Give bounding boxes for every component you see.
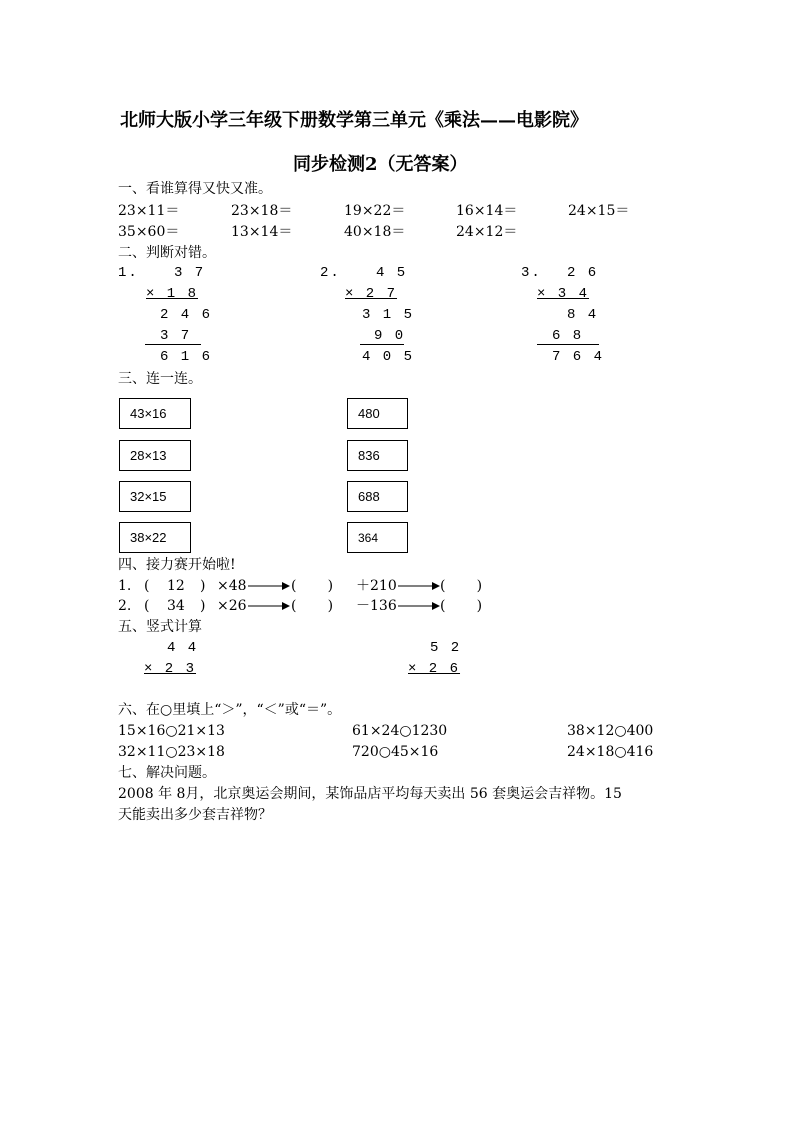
s1-item: 19×22＝ [344, 203, 406, 219]
s1-item: 16×14＝ [456, 203, 518, 219]
paren-close: ) [200, 578, 206, 594]
section-4-heading: 四、接力赛开始啦! [118, 557, 236, 573]
partial-product: 3 1 5 [362, 307, 415, 323]
relay-start-value: 34 [167, 598, 185, 614]
word-problem-line: 2008 年 8月，北京奥运会期间，某饰品店平均每天卖出 56 套奥运会吉祥物。15 [118, 786, 622, 802]
partial-product: 6 8 [552, 328, 584, 344]
partial-product: 9 0 [374, 328, 406, 344]
product: 6 1 6 [160, 349, 213, 365]
multiplicand: 4 4 [167, 640, 199, 656]
s1-item: 23×11＝ [118, 203, 180, 219]
section-2-heading: 二、判断对错。 [118, 245, 216, 261]
s1-item: 13×14＝ [231, 224, 293, 240]
relay-number: 2. [118, 598, 132, 614]
section-6-heading: 六、在○里填上“＞”，“＜”或“＝”。 [118, 702, 342, 718]
arrow-right-icon [398, 600, 440, 612]
compare-item[interactable]: 24×18○416 [567, 744, 654, 760]
word-problem-line: 天能卖出多少套吉祥物？ [118, 807, 272, 823]
multiplier: × 2 7 [345, 286, 398, 302]
s1-item: 35×60＝ [118, 224, 180, 240]
problem-number: 1. [118, 265, 139, 281]
relay-operation: －136 [356, 598, 397, 614]
answer-box[interactable]: 688 [347, 481, 408, 512]
paren-open: ( [144, 578, 150, 594]
answer-box[interactable]: 836 [347, 440, 408, 471]
product: 7 6 4 [552, 349, 605, 365]
section-1-heading: 一、看谁算得又快又准。 [118, 181, 272, 197]
product: 4 0 5 [362, 349, 415, 365]
arrow-right-icon [398, 580, 440, 592]
arrow-right-icon [248, 580, 290, 592]
partial-product: 8 4 [567, 307, 599, 323]
section-5-heading: 五、竖式计算 [118, 619, 202, 635]
multiplier: × 2 6 [408, 661, 461, 677]
arrow-right-icon [248, 600, 290, 612]
compare-item[interactable]: 720○45×16 [352, 744, 439, 760]
relay-number: 1. [118, 578, 132, 594]
section-3-heading: 三、连一连。 [118, 371, 202, 387]
section-7-heading: 七、解决问题。 [118, 765, 216, 781]
multiplicand: 2 6 [567, 265, 599, 281]
s1-item: 24×15＝ [568, 203, 630, 219]
doc-subtitle: 同步检测2（无答案） [293, 154, 468, 175]
relay-blank[interactable]: ( ) [440, 598, 483, 614]
s1-item: 23×18＝ [231, 203, 293, 219]
problem-number: 2. [320, 265, 341, 281]
relay-blank[interactable]: ( ) [291, 598, 334, 614]
expression-box[interactable]: 43×16 [119, 398, 191, 429]
expression-box[interactable]: 38×22 [119, 522, 191, 553]
multiplicand: 4 5 [376, 265, 408, 281]
partial-product: 3 7 [160, 328, 192, 344]
compare-item[interactable]: 38×12○400 [567, 723, 654, 739]
relay-operation: ×26 [217, 598, 247, 614]
relay-operation: ×48 [217, 578, 247, 594]
paren-open: ( [144, 598, 150, 614]
partial-product: 2 4 6 [160, 307, 213, 323]
s1-item: 24×12＝ [456, 224, 518, 240]
answer-box[interactable]: 480 [347, 398, 408, 429]
expression-box[interactable]: 28×13 [119, 440, 191, 471]
multiplier: × 3 4 [537, 286, 590, 302]
expression-box[interactable]: 32×15 [119, 481, 191, 512]
s1-item: 40×18＝ [344, 224, 406, 240]
multiplicand: 3 7 [174, 265, 206, 281]
multiplier: × 2 3 [144, 661, 197, 677]
problem-number: 3. [521, 265, 542, 281]
doc-title: 北师大版小学三年级下册数学第三单元《乘法——电影院》 [120, 110, 588, 131]
relay-operation: ＋210 [356, 578, 397, 594]
relay-blank[interactable]: ( ) [291, 578, 334, 594]
paren-close: ) [200, 598, 206, 614]
relay-start-value: 12 [167, 578, 185, 594]
compare-item[interactable]: 32×11○23×18 [118, 744, 225, 760]
answer-box[interactable]: 364 [347, 522, 408, 553]
compare-item[interactable]: 15×16○21×13 [118, 723, 225, 739]
relay-blank[interactable]: ( ) [440, 578, 483, 594]
multiplicand: 5 2 [430, 640, 462, 656]
compare-item[interactable]: 61×24○1230 [352, 723, 448, 739]
multiplier: × 1 8 [146, 286, 199, 302]
